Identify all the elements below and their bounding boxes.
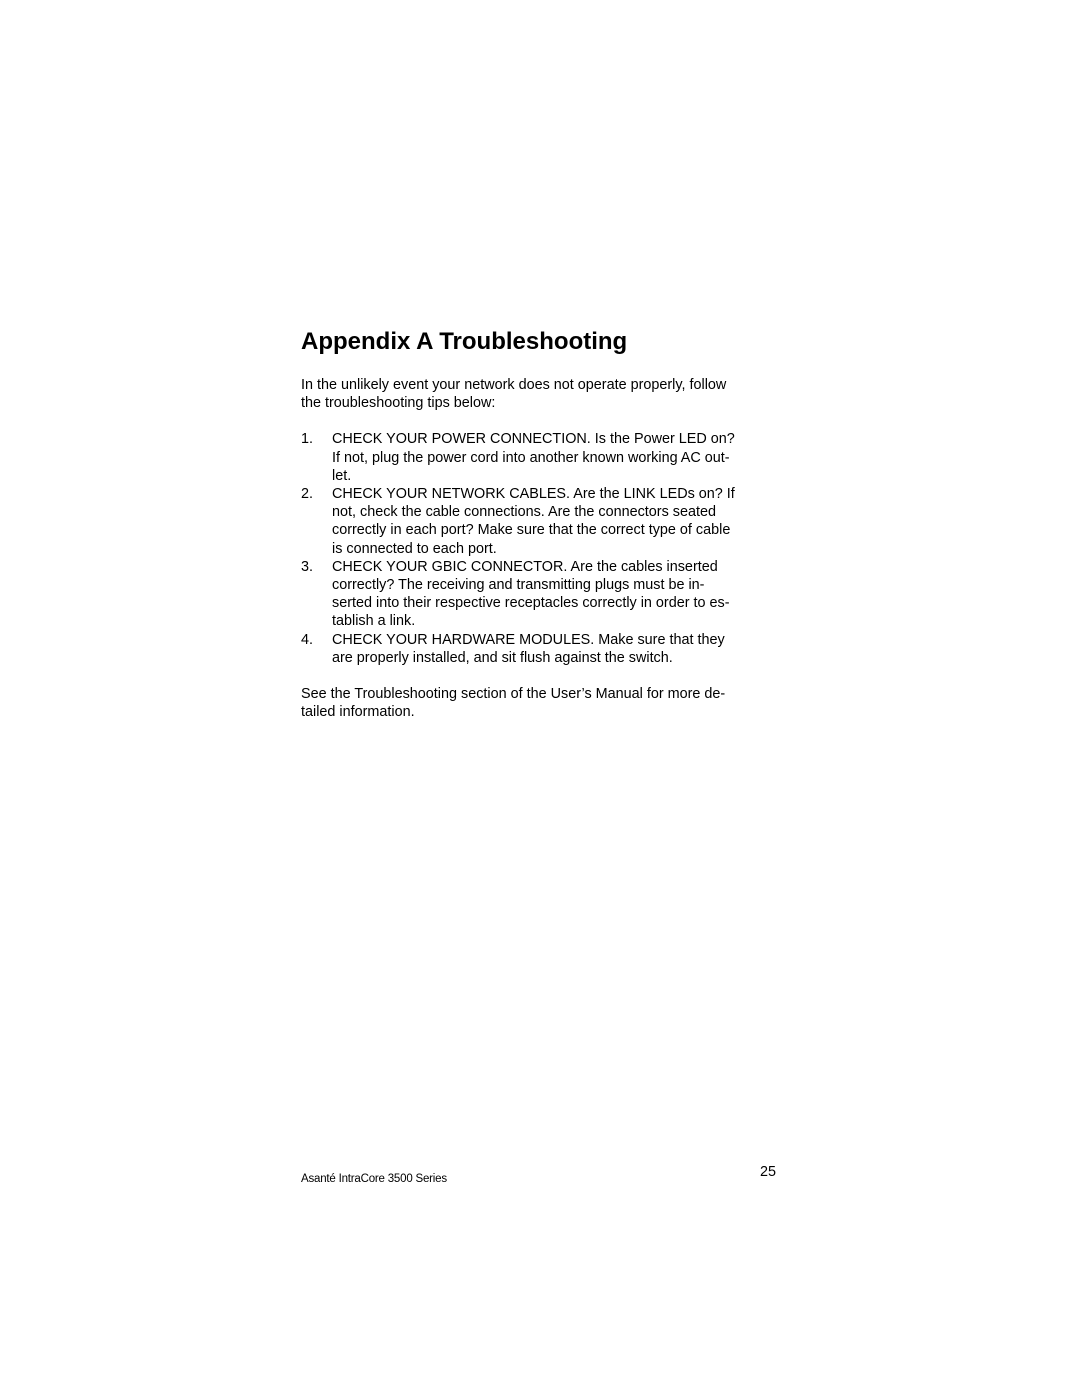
step-line: CHECK YOUR NETWORK CABLES. Are the LINK LEDs on? If bbox=[332, 486, 735, 503]
intro-paragraph bbox=[301, 376, 783, 412]
step-number: 4. bbox=[301, 631, 314, 648]
step-3 bbox=[301, 558, 783, 631]
step-line: If not, plug the power cord into another known working AC out- bbox=[332, 449, 730, 466]
step-2 bbox=[301, 485, 783, 558]
step-number: 2. bbox=[301, 486, 314, 503]
step-line: not, check the cable connections. Are the connectors seated bbox=[332, 504, 716, 521]
closing-paragraph bbox=[301, 685, 783, 721]
step-line: serted into their respective receptacles correctly in order to es- bbox=[332, 595, 730, 612]
closing-line: tailed information. bbox=[301, 704, 415, 721]
step-line: are properly installed, and sit flush against the switch. bbox=[332, 649, 673, 666]
footer-product-name: Asanté IntraCore 3500 Series bbox=[301, 1173, 447, 1185]
troubleshooting-steps bbox=[301, 430, 783, 667]
step-number: 3. bbox=[301, 558, 314, 575]
step-4 bbox=[301, 631, 783, 667]
step-line: CHECK YOUR HARDWARE MODULES. Make sure that they bbox=[332, 631, 725, 648]
step-1 bbox=[301, 430, 783, 485]
intro-line: the troubleshooting tips below: bbox=[301, 395, 496, 412]
step-line: is connected to each port. bbox=[332, 540, 497, 557]
closing-line: See the Troubleshooting section of the User’s Manual for more de- bbox=[301, 686, 726, 703]
intro-line: In the unlikely event your network does not operate properly, follow bbox=[301, 377, 727, 393]
step-line: correctly in each port? Make sure that the correct type of cable bbox=[332, 522, 731, 539]
step-line: CHECK YOUR POWER CONNECTION. Is the Power LED on? bbox=[332, 431, 735, 448]
step-number: 1. bbox=[301, 431, 314, 448]
page-title: Appendix A Troubleshooting bbox=[301, 328, 628, 355]
page-number: 25 bbox=[760, 1164, 777, 1180]
page-content bbox=[301, 326, 783, 721]
step-line: tablish a link. bbox=[332, 613, 416, 630]
step-line: let. bbox=[332, 467, 352, 484]
step-line: CHECK YOUR GBIC CONNECTOR. Are the cables inserted bbox=[332, 558, 718, 575]
step-line: correctly? The receiving and transmitting plugs must be in- bbox=[332, 577, 705, 594]
